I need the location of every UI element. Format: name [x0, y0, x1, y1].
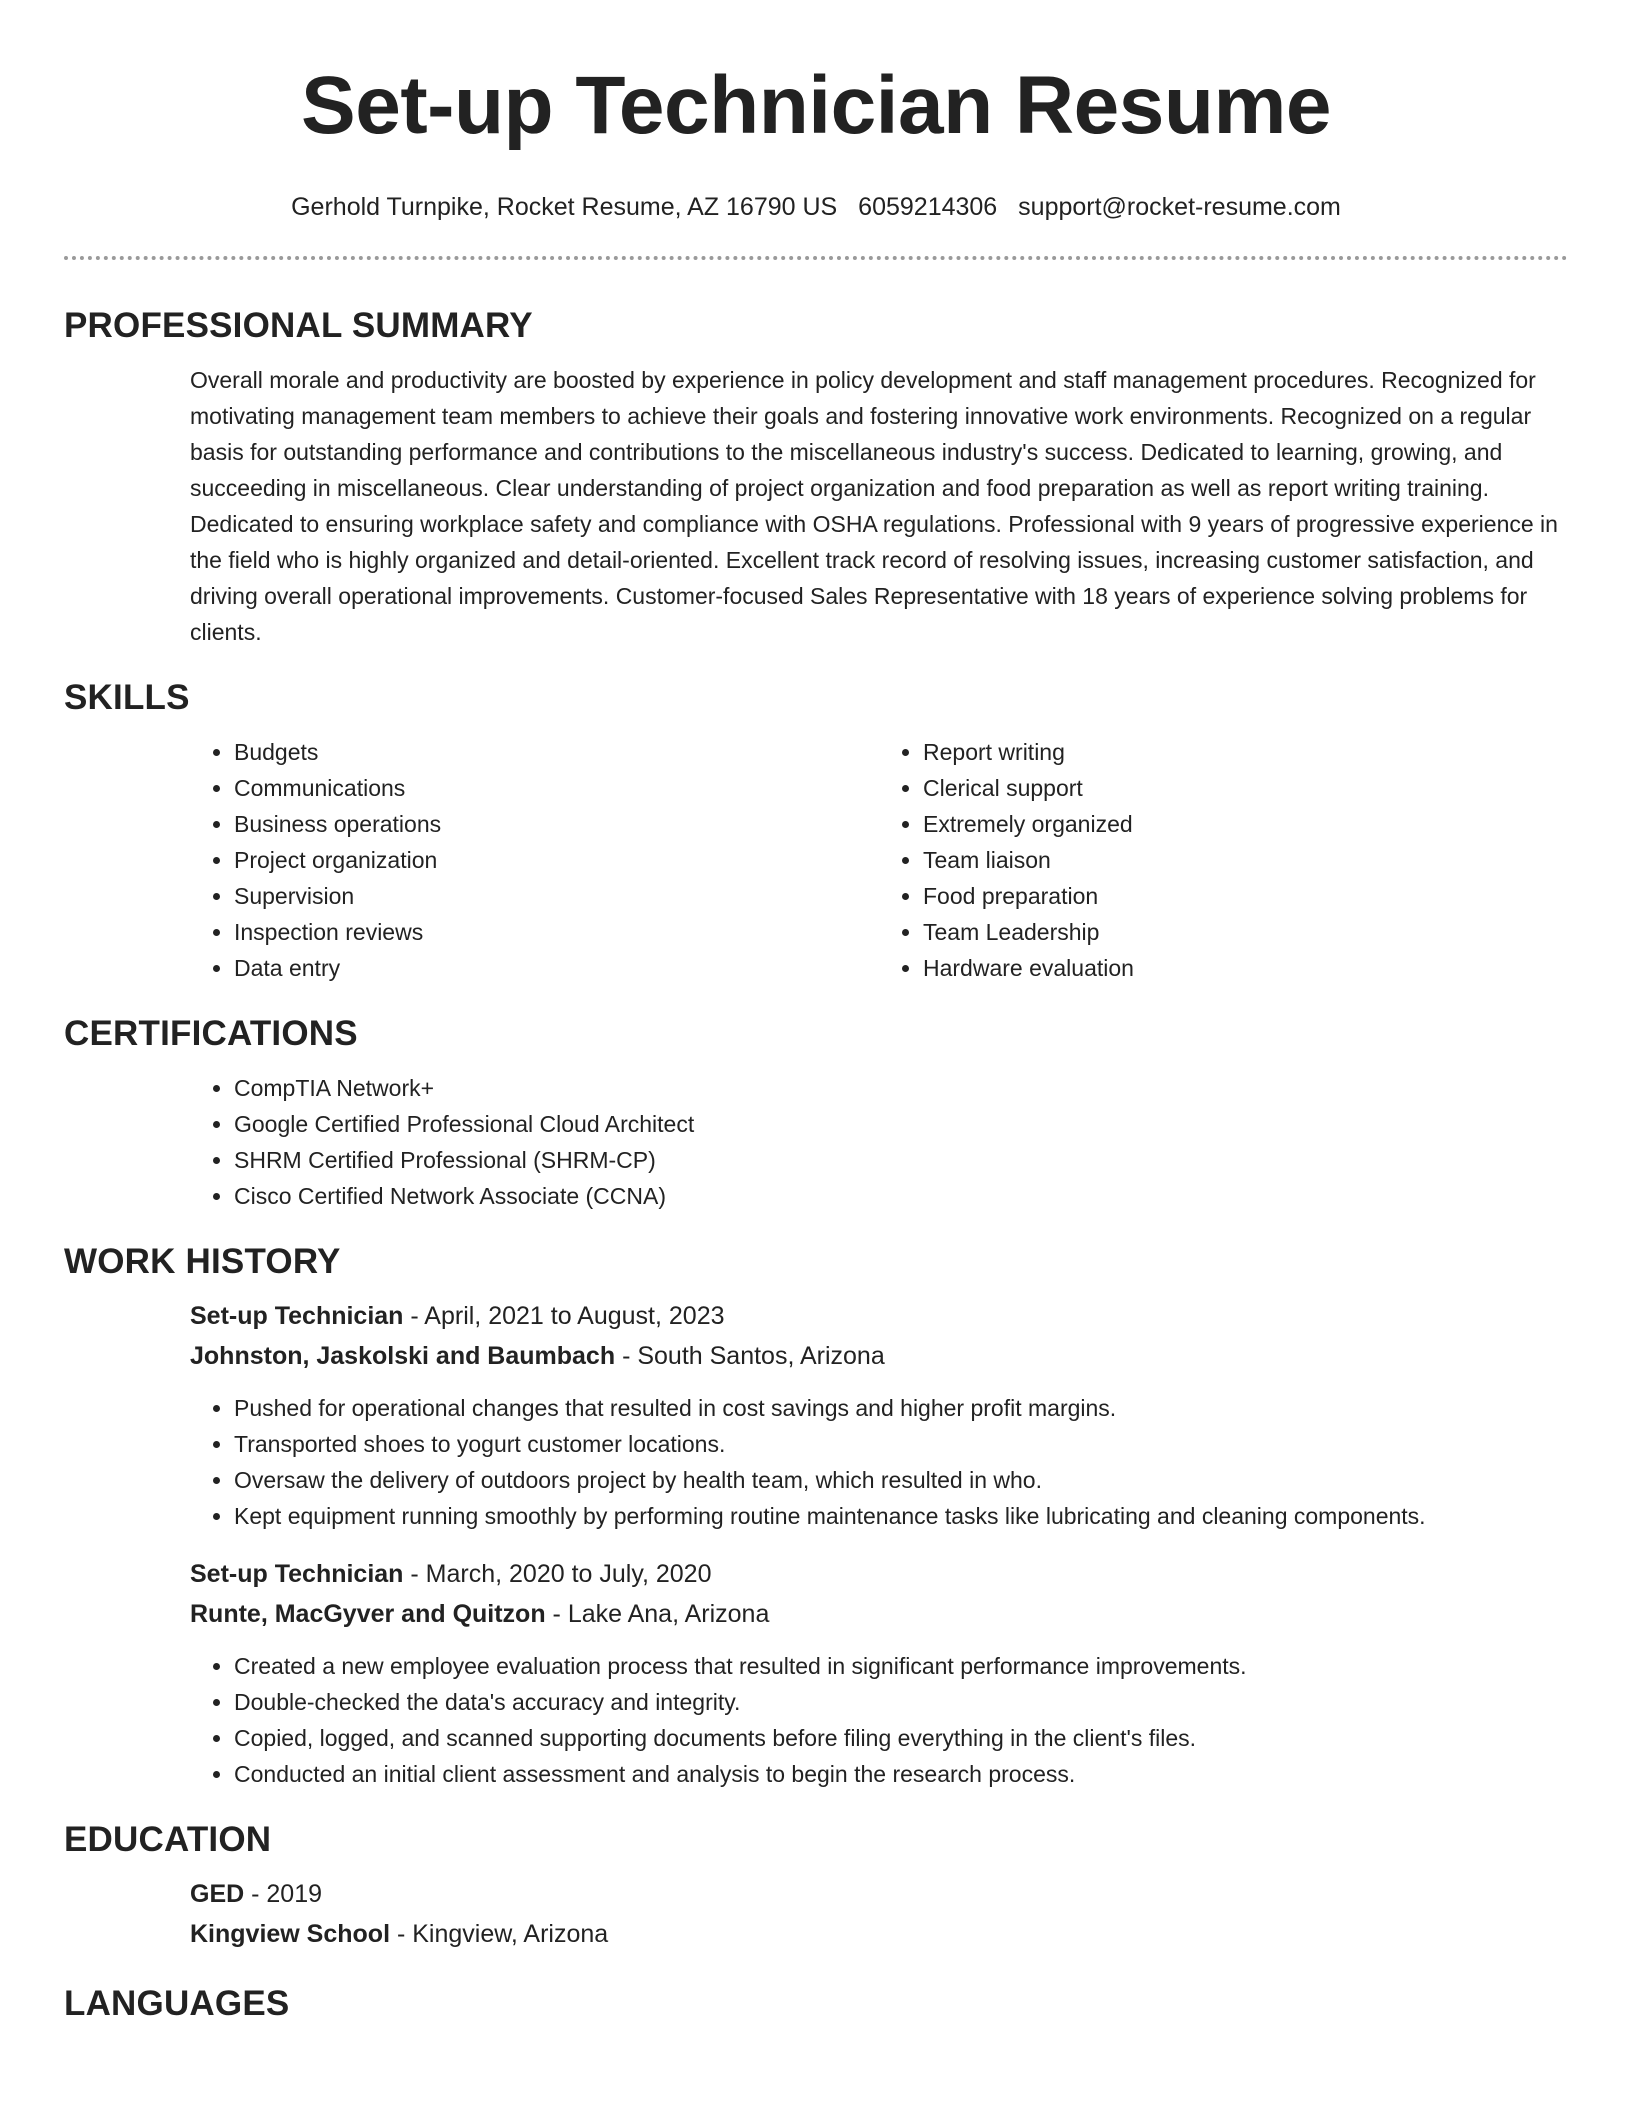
education-entry: [190, 1874, 1568, 1954]
certification-item: • Cisco Certified Network Associate (CCNA): [234, 1178, 1568, 1214]
job-company: Runte, MacGyver and Quitzon: [190, 1600, 546, 1628]
certification-item: • Google Certified Professional Cloud Architect: [234, 1106, 1568, 1142]
skill-item: • Hardware evaluation: [923, 950, 1568, 986]
job-company: Johnston, Jaskolski and Baumbach: [190, 1342, 616, 1370]
education-degree: GED: [190, 1880, 245, 1908]
skill-item: • Extremely organized: [923, 806, 1568, 842]
education-year: - 2019: [244, 1880, 323, 1908]
skill-item: • Inspection reviews: [234, 914, 879, 950]
contact-phone: 6059214306: [858, 193, 998, 221]
certification-item: • SHRM Certified Professional (SHRM-CP): [234, 1142, 1568, 1178]
job-duty: • Oversaw the delivery of outdoors project by health team, which resulted in who.: [234, 1462, 1568, 1498]
skill-item: • Supervision: [234, 878, 879, 914]
education-heading: EDUCATION: [64, 1820, 272, 1859]
contact-line: [64, 190, 1568, 224]
languages-heading: LANGUAGES: [64, 1984, 290, 2023]
skill-item: • Budgets: [234, 734, 879, 770]
job-entry: [190, 1296, 1568, 1534]
certifications-section: [190, 1070, 1568, 1214]
skills-right-list: [879, 734, 1568, 986]
skills-section: [190, 734, 1568, 986]
summary-heading: PROFESSIONAL SUMMARY: [64, 306, 533, 345]
header-divider: [64, 256, 1568, 260]
job-company-line: [190, 1336, 1568, 1376]
job-location: - Lake Ana, Arizona: [545, 1600, 770, 1628]
job-duty: • Double-checked the data's accuracy and integrity.: [234, 1684, 1568, 1720]
skill-item: • Team liaison: [923, 842, 1568, 878]
resume-title: Set-up Technician Resume: [301, 60, 1331, 151]
education-location: - Kingview, Arizona: [390, 1920, 609, 1948]
job-duty: • Transported shoes to yogurt customer locations.: [234, 1426, 1568, 1462]
contact-address: Gerhold Turnpike, Rocket Resume, AZ 16790 US: [291, 193, 838, 221]
job-dates: - March, 2020 to July, 2020: [403, 1560, 712, 1588]
job-title: Set-up Technician: [190, 1302, 404, 1330]
skills-heading: SKILLS: [64, 678, 190, 717]
job-duty: • Created a new employee evaluation process that resulted in significant performance improvements.: [234, 1648, 1568, 1684]
skills-left-list: [190, 734, 879, 986]
job-company-line: [190, 1594, 1568, 1634]
job-title-line: [190, 1296, 1568, 1336]
skill-item: • Food preparation: [923, 878, 1568, 914]
job-entry: [190, 1554, 1568, 1792]
skill-item: • Report writing: [923, 734, 1568, 770]
job-duty: • Kept equipment running smoothly by performing routine maintenance tasks like lubricating and cleaning components.: [234, 1498, 1568, 1534]
job-location: - South Santos, Arizona: [615, 1342, 885, 1370]
work-history-heading: WORK HISTORY: [64, 1242, 341, 1281]
job-duty: • Conducted an initial client assessment and analysis to begin the research process.: [234, 1756, 1568, 1792]
skill-item: • Communications: [234, 770, 879, 806]
job-duty: • Copied, logged, and scanned supporting documents before filing everything in the client's files.: [234, 1720, 1568, 1756]
job-dates: - April, 2021 to August, 2023: [403, 1302, 725, 1330]
summary-section: [190, 362, 1568, 650]
skill-item: • Clerical support: [923, 770, 1568, 806]
job-duties-list: [190, 1648, 1568, 1792]
summary-text: Overall morale and productivity are boosted by experience in policy development and staff management procedures. Recognized for motivating management team members to achieve their goals and fostering innovative work environments. Recognized on a regular basis for outstanding performance and contributions to the miscellaneous industry's success. Dedicated to learning, growing, and succeeding in miscellaneous. Clear understanding of project organization and food preparation as well as report writing training. Dedicated to ensuring workplace safety and compliance with OSHA regulations. Professional with 9 years of progressive experience in the field who is highly organized and detail-oriented. Excellent track record of resolving issues, increasing customer satisfaction, and driving overall operational improvements. Customer-focused Sales Representative with 18 years of experience solving problems for clients.: [190, 367, 1558, 645]
skill-item: • Project organization: [234, 842, 879, 878]
education-school: Kingview School: [190, 1920, 391, 1948]
job-duty: • Pushed for operational changes that resulted in cost savings and higher profit margins.: [234, 1390, 1568, 1426]
job-title: Set-up Technician: [190, 1560, 404, 1588]
skill-item: • Business operations: [234, 806, 879, 842]
education-degree-line: [190, 1874, 1568, 1914]
job-duties-list: [190, 1390, 1568, 1534]
certifications-heading: CERTIFICATIONS: [64, 1014, 358, 1053]
job-title-line: [190, 1554, 1568, 1594]
skill-item: • Team Leadership: [923, 914, 1568, 950]
education-school-line: [190, 1914, 1568, 1954]
certifications-list: [190, 1070, 1568, 1214]
contact-email: support@rocket-resume.com: [1018, 193, 1341, 221]
certification-item: • CompTIA Network+: [234, 1070, 1568, 1106]
skill-item: • Data entry: [234, 950, 879, 986]
